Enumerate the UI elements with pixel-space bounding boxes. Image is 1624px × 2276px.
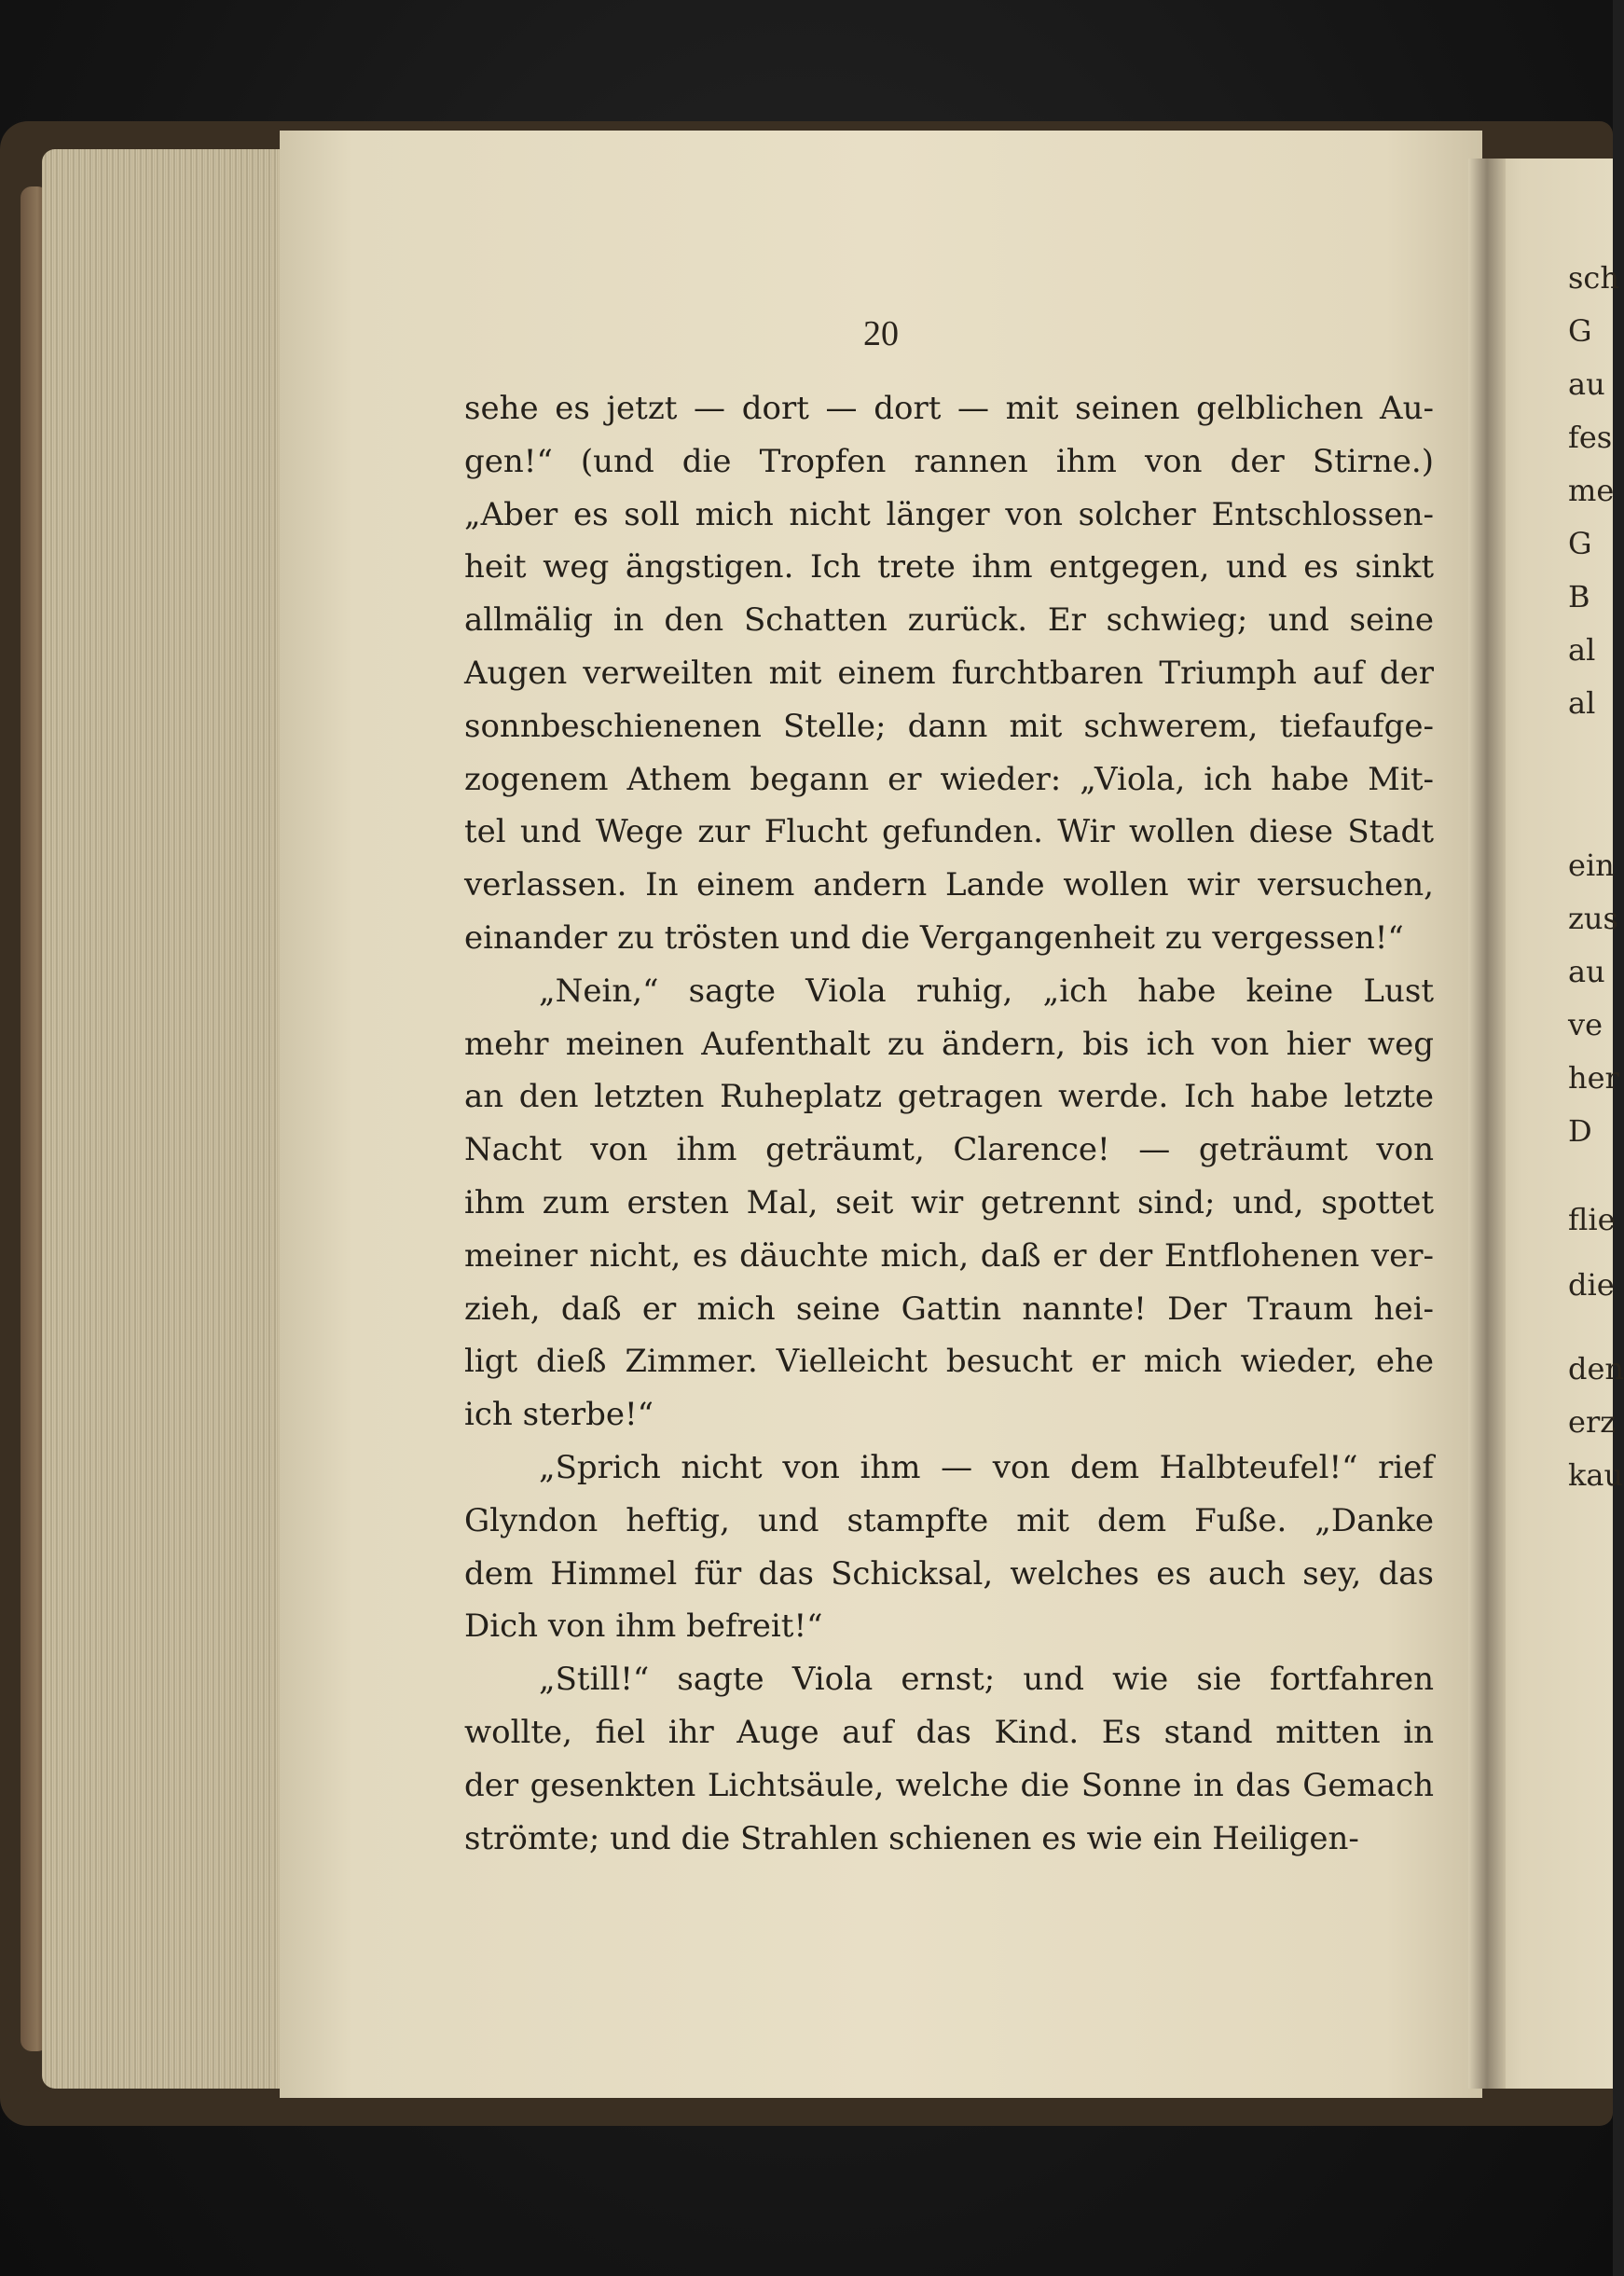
facing-page-fragment: me bbox=[1568, 473, 1615, 508]
text-line: verlassen. In einem andern Lande wollen wir versuchen, bbox=[464, 866, 1434, 904]
text-line: zogenem Athem begann er wieder: „Viola, ich habe Mit- bbox=[464, 760, 1434, 798]
text-line: „Aber es soll mich nicht länger von solcher Entschlossen- bbox=[464, 495, 1434, 533]
text-line: strömte; und die Strahlen schienen es wie ein Heiligen- bbox=[464, 1819, 1359, 1857]
facing-page-fragment: zus bbox=[1568, 901, 1618, 936]
facing-page-fragment: G bbox=[1568, 526, 1592, 561]
facing-page-fragment: ve bbox=[1568, 1007, 1603, 1042]
facing-page-fragment: G bbox=[1568, 313, 1592, 349]
facing-page-fragment: her bbox=[1568, 1060, 1619, 1096]
page-edges-stack bbox=[42, 149, 303, 2089]
text-line: allmälig in den Schatten zurück. Er schwieg; und seine bbox=[464, 601, 1434, 640]
text-line: ligt dieß Zimmer. Vielleicht besucht er mich wieder, ehe bbox=[464, 1343, 1434, 1381]
text-line: dem Himmel für das Schicksal, welches es auch sey, das bbox=[464, 1554, 1434, 1593]
text-line: ihm zum ersten Mal, seit wir getrennt sind; und, spottet bbox=[464, 1184, 1434, 1221]
text-line: heit weg ängstigen. Ich trete ihm entgegen, und es sinkt bbox=[464, 548, 1434, 586]
text-line: zieh, daß er mich seine Gattin nannte! Der Traum hei- bbox=[464, 1290, 1434, 1328]
text-line: Nacht von ihm geträumt, Clarence! — geträumt von bbox=[464, 1131, 1434, 1169]
facing-page-fragment: au bbox=[1568, 366, 1605, 402]
facing-page-fragment: al bbox=[1568, 632, 1596, 668]
facing-page-fragment: fes bbox=[1568, 420, 1613, 455]
text-line: tel und Wege zur Flucht gefunden. Wir wollen diese Stadt bbox=[464, 813, 1434, 851]
text-line: ich sterbe!“ bbox=[464, 1396, 654, 1434]
text-line: einander zu trösten und die Vergangenheit zu vergessen!“ bbox=[464, 919, 1404, 957]
text-line: sonnbeschienenen Stelle; dann mit schwerem, tiefaufge- bbox=[464, 707, 1434, 745]
page-number: 20 bbox=[863, 314, 899, 353]
facing-page-fragment: flie bbox=[1568, 1202, 1616, 1237]
text-line: wollte, fiel ihr Auge auf das Kind. Es stand mitten in bbox=[464, 1714, 1434, 1751]
facing-page-fragment: au bbox=[1568, 954, 1605, 989]
text-line: Dich von ihm befreit!“ bbox=[464, 1607, 823, 1646]
text-line: gen!“ (und die Tropfen rannen ihm von der Stirne.) bbox=[464, 442, 1434, 480]
text-line: an den letzten Ruheplatz getragen werde. Ich habe letzte bbox=[464, 1078, 1434, 1116]
left-page bbox=[280, 131, 1482, 2098]
text-line: „Still!“ sagte Viola ernst; und wie sie fortfahren bbox=[539, 1661, 1434, 1699]
facing-page-fragment: B bbox=[1568, 579, 1590, 614]
facing-page-fragment: sch bbox=[1568, 260, 1619, 296]
facing-page-fragment: ein bbox=[1568, 848, 1615, 883]
text-line: Glyndon heftig, und stampfte mit dem Fuße. „Danke bbox=[464, 1501, 1434, 1539]
facing-page-fragment: al bbox=[1568, 685, 1596, 721]
facing-page-fragment: den bbox=[1568, 1351, 1624, 1386]
text-line: meiner nicht, es däuchte mich, daß er der Entflohenen ver- bbox=[464, 1236, 1434, 1275]
facing-page-fragment: D bbox=[1568, 1113, 1592, 1149]
text-line: „Nein,“ sagte Viola ruhig, „ich habe keine Lust bbox=[539, 972, 1434, 1010]
book-gutter bbox=[1468, 159, 1506, 2089]
facing-page-fragment: erz bbox=[1568, 1404, 1617, 1440]
text-line: sehe es jetzt — dort — dort — mit seinen gelblichen Au- bbox=[464, 390, 1434, 427]
text-line: Augen verweilten mit einem furchtbaren Triumph auf der bbox=[464, 655, 1434, 692]
text-line: „Sprich nicht von ihm — von dem Halbteufel!“ rief bbox=[539, 1449, 1434, 1486]
facing-page-fragment: die bbox=[1568, 1267, 1615, 1303]
facing-page-fragment: kau bbox=[1568, 1457, 1624, 1493]
text-line: mehr meinen Aufenthalt zu ändern, bis ich von hier weg bbox=[464, 1025, 1434, 1063]
text-line: der gesenkten Lichtsäule, welche die Sonne in das Gemach bbox=[464, 1766, 1434, 1804]
